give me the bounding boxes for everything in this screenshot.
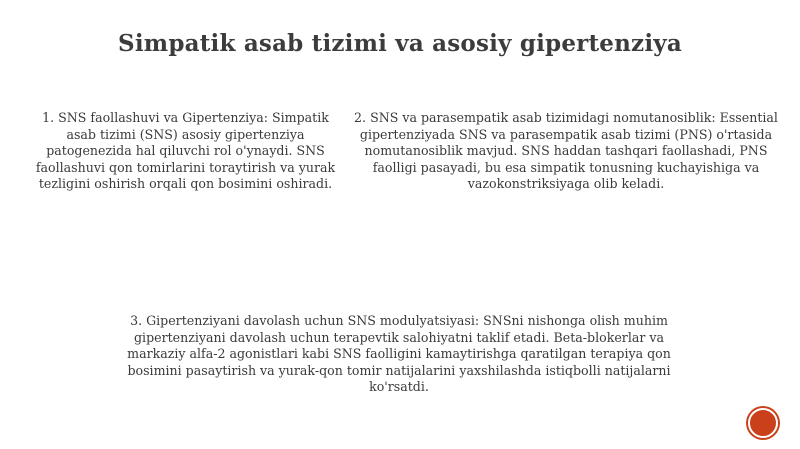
slide-title: Simpatik asab tizimi va asosiy gipertenziya [118, 30, 682, 57]
paragraph-sns-modulation: 3. Gipertenziyani davolash uchun SNS modulyatsiyasi: SNSni nishonga olish muhim gipertenziyani davolash uchun terapevtik salohiyatni taklif etadi. Beta-blokerlar va markaziy alfa-2 agonistlari kabi SNS faolligini kamaytirishga qaratilgan terapiya qon bosimini pasaytirish va yurak-qon tomir natijalarini yaxshilashda istiqbolli natijalarni ko'rsatdi. [127, 313, 671, 394]
next-slide-button[interactable] [748, 408, 778, 438]
paragraph-sns-pns-imbalance: 2. SNS va parasempatik asab tizimidagi nomutanosiblik: Essential gipertenziyada SNS va parasempatik asab tizimi (PNS) o'rtasida nomutanosiblik mavjud. SNS haddan tashqari faollashadi, PNS faolligi pasayadi, bu esa simpatik tonusning kuchayishiga va vazokonstriksiyaga olib keladi. [354, 110, 778, 191]
paragraph-sns-activation: 1. SNS faollashuvi va Gipertenziya: Simpatik asab tizimi (SNS) asosiy gipertenziya patogenezida hal qiluvchi rol o'ynaydi. SNS faollashuvi qon tomirlarini toraytirish va yurak tezligini oshirish orqali qon bosimini oshiradi. [35, 110, 336, 191]
